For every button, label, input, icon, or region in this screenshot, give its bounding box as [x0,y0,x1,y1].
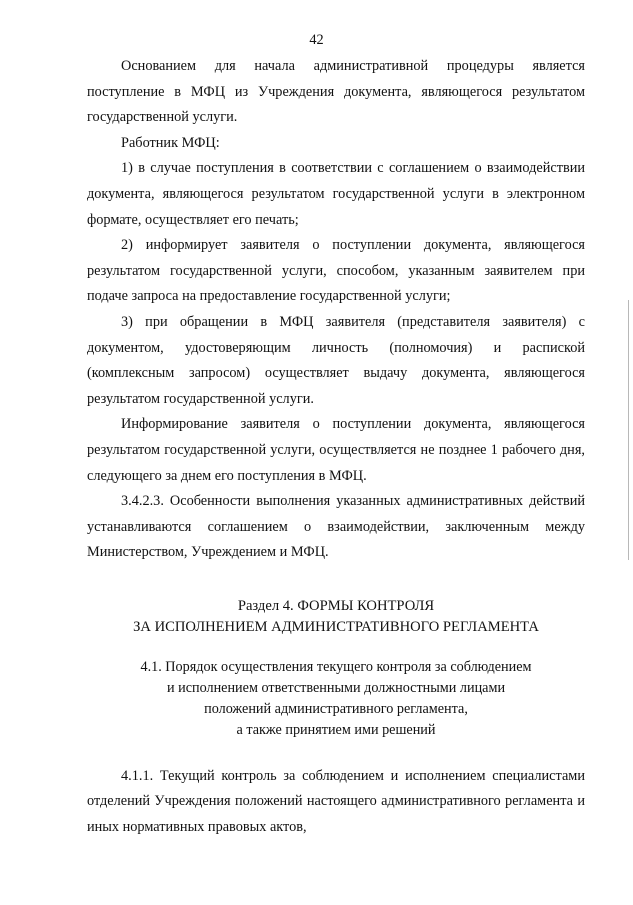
subsection-heading [87,657,585,741]
subsection-heading-line-1: 4.1. Порядок осуществления текущего контроля за соблюдением [140,658,532,675]
subsection-heading-line-3: положений административного регламента, [204,700,468,717]
scan-edge-line [628,300,629,560]
section-heading-line-2: ЗА ИСПОЛНЕНИЕМ АДМИНИСТРАТИВНОГО РЕГЛАМЕНТА [133,618,539,635]
paragraph-3-4-2-3: 3.4.2.3. Особенности выполнения указанных административных действий устанавливаются соглашением о взаимодействии, заключенным между Министерством, Учреждением и МФЦ. [87,493,585,561]
subsection-heading-line-2: и исполнением ответственными должностными лицами [166,679,506,696]
page-number: 42 [309,32,324,48]
document-body [87,54,585,841]
section-heading [87,596,585,638]
paragraph-mfc-worker: Работник МФЦ: [121,134,220,151]
subsection-heading-line-4: а также принятием ими решений [236,721,436,738]
paragraph-informing: Информирование заявителя о поступлении документа, являющегося результатом государственной услуги, осуществляется не позднее 1 рабочего дня, следующего за днем его поступления в МФЦ. [87,416,585,484]
section-heading-line-1: Раздел 4. ФОРМЫ КОНТРОЛЯ [237,597,435,614]
paragraph-item-2: 2) информирует заявителя о поступлении документа, являющегося результатом государственной услуги, способом, указанным заявителем при подаче запроса на предоставление государственной услуги; [87,237,585,305]
paragraph-basis: Основанием для начала административной процедуры является поступление в МФЦ из Учреждения документа, являющегося результатом государственной услуги. [87,58,585,126]
paragraph-4-1-1: 4.1.1. Текущий контроль за соблюдением и исполнением специалистами отделений Учреждения положений настоящего административного регламента и иных нормативных правовых актов, [87,767,585,836]
paragraph-item-1: 1) в случае поступления в соответствии с соглашением о взаимодействии документа, являющегося результатом государственной услуги в электронном формате, осуществляет его печать; [87,160,585,228]
section-body [87,764,585,841]
paragraph-item-3: 3) при обращении в МФЦ заявителя (представителя заявителя) с документом, удостоверяющим личность (полномочия) и распиской (комплексным запросом) осуществляет выдачу документа, являющегося результатом государственной услуги. [87,313,585,407]
